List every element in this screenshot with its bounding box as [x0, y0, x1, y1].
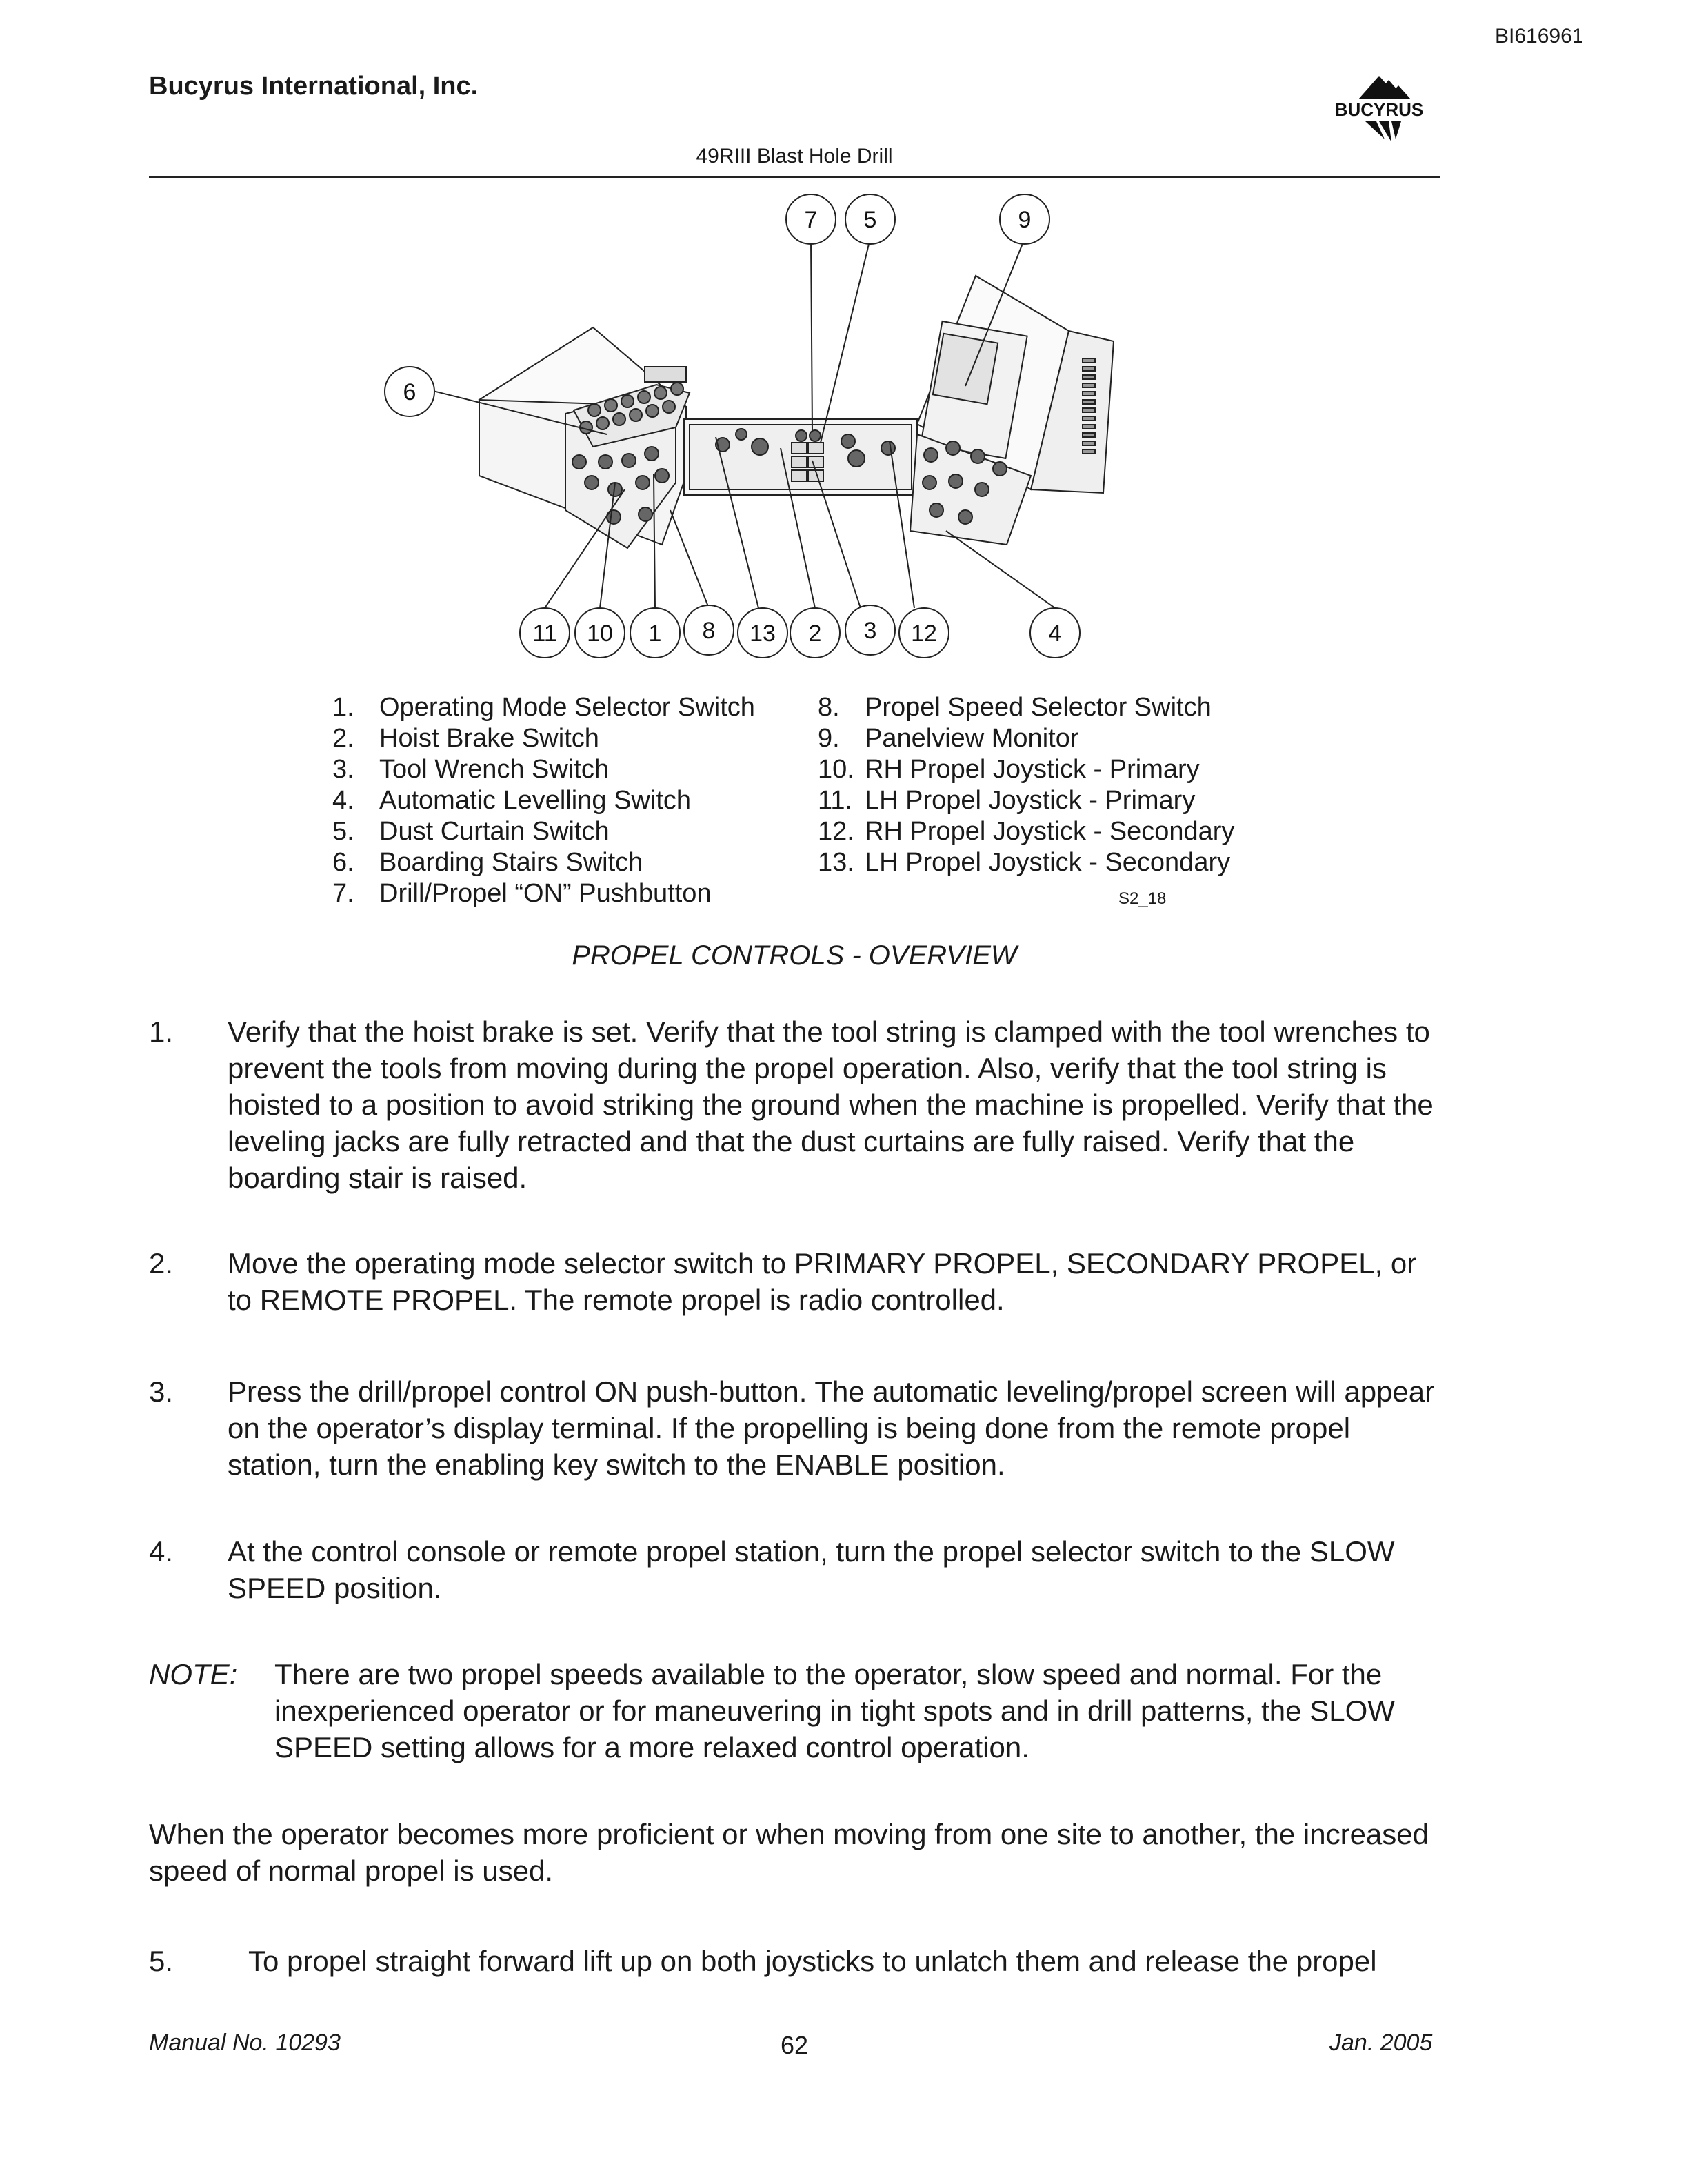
- legend-item: 3. Tool Wrench Switch: [332, 755, 609, 784]
- svg-text:BUCYRUS: BUCYRUS: [1334, 99, 1424, 120]
- callout-8: 8: [702, 618, 716, 644]
- manual-subtitle: 49RIII Blast Hole Drill: [696, 145, 893, 168]
- note: [149, 1656, 1445, 1766]
- step-text: To propel straight forward lift up on both joysticks to unlatch them and release the propel: [248, 1945, 1377, 1977]
- step-text: Verify that the hoist brake is set. Verify that the tool string is clamped with the tool wrenches to prevent the tools from moving during the propel operation. Also, verify that the tool string is hoisted to a position to avoid striking the ground when the machine is propelled. Verify that the leveling jacks are fully retracted and that the dust curtains are fully raised. Verify that the boarding stair is raised.: [228, 1015, 1434, 1194]
- document-id: BI616961: [1495, 25, 1584, 48]
- callout-13: 13: [750, 620, 776, 647]
- step-4: [149, 1533, 1445, 1606]
- step-3: [149, 1373, 1445, 1483]
- legend-item: 7. Drill/Propel “ON” Pushbutton: [332, 879, 712, 908]
- footer-manual-number: Manual No. 10293: [149, 2030, 341, 2056]
- callout-11: 11: [532, 620, 557, 647]
- step-number: 3.: [149, 1375, 174, 1408]
- callout-12: 12: [911, 620, 937, 647]
- legend-left: [332, 692, 755, 909]
- callout-6: 6: [403, 379, 416, 405]
- legend-item: 1. Operating Mode Selector Switch: [332, 693, 755, 722]
- header-rule: [149, 176, 1440, 178]
- footer-date: Jan. 2005: [1329, 2030, 1433, 2056]
- legend-item: 2. Hoist Brake Switch: [332, 724, 599, 753]
- right-console: [910, 276, 1114, 545]
- bucyrus-logo: [1317, 70, 1441, 153]
- callout-10: 10: [587, 620, 613, 647]
- callout-7: 7: [804, 207, 818, 233]
- callout-5: 5: [863, 207, 877, 233]
- footer-page-number: 62: [780, 2031, 809, 2059]
- step-1: [149, 1013, 1445, 1196]
- company-name: Bucyrus International, Inc.: [149, 72, 479, 101]
- legend-item: 6. Boarding Stairs Switch: [332, 848, 643, 877]
- callout-3: 3: [863, 618, 877, 644]
- figure-caption: PROPEL CONTROLS - OVERVIEW: [572, 940, 1017, 971]
- legend-item: 12. RH Propel Joystick - Secondary: [818, 817, 1235, 846]
- step-number: 5.: [149, 1945, 174, 1977]
- legend-right: [818, 692, 1234, 878]
- step-number: 4.: [149, 1535, 174, 1568]
- legend-item: 10. RH Propel Joystick - Primary: [818, 755, 1200, 784]
- legend-item: 4. Automatic Levelling Switch: [332, 786, 691, 815]
- step-text: At the control console or remote propel station, turn the propel selector switch to the SLOW SPEED position.: [228, 1535, 1395, 1604]
- center-panel: [684, 419, 917, 495]
- callout-4: 4: [1048, 620, 1062, 647]
- figure-code: S2_18: [1118, 889, 1167, 908]
- propel-controls-diagram: [372, 186, 1283, 669]
- step-number: 2.: [149, 1247, 174, 1280]
- legend-item: 13. LH Propel Joystick - Secondary: [818, 848, 1231, 877]
- step-text: Move the operating mode selector switch to PRIMARY PROPEL, SECONDARY PROPEL, or to REMOTE PROPEL. The remote propel is radio controlled.: [228, 1247, 1417, 1316]
- note-label: NOTE:: [149, 1658, 238, 1690]
- legend-item: 5. Dust Curtain Switch: [332, 817, 610, 846]
- step-2: [149, 1245, 1445, 1318]
- note-text: There are two propel speeds available to the operator, slow speed and normal. For the inexperienced operator or for maneuvering in tight spots and in drill patterns, the SLOW SPEED setting allows for a more relaxed control operation.: [274, 1658, 1395, 1763]
- legend-item: 11. LH Propel Joystick - Primary: [818, 786, 1196, 815]
- legend-item: 8. Propel Speed Selector Switch: [818, 693, 1212, 722]
- legend-item: 9. Panelview Monitor: [818, 724, 1079, 753]
- paragraph: When the operator becomes more proficient or when moving from one site to another, the increased speed of normal propel is used.: [149, 1818, 1429, 1887]
- left-console: [479, 327, 690, 548]
- callout-2: 2: [808, 620, 822, 647]
- callout-9: 9: [1018, 207, 1032, 233]
- step-number: 1.: [149, 1015, 174, 1048]
- step-5: [149, 1943, 1445, 1979]
- step-text: Press the drill/propel control ON push-button. The automatic leveling/propel screen will appear on the operator’s display terminal. If the propelling is being done from the remote propel station, turn the enabling key switch to the ENABLE position.: [228, 1375, 1435, 1481]
- callout-1: 1: [648, 620, 662, 647]
